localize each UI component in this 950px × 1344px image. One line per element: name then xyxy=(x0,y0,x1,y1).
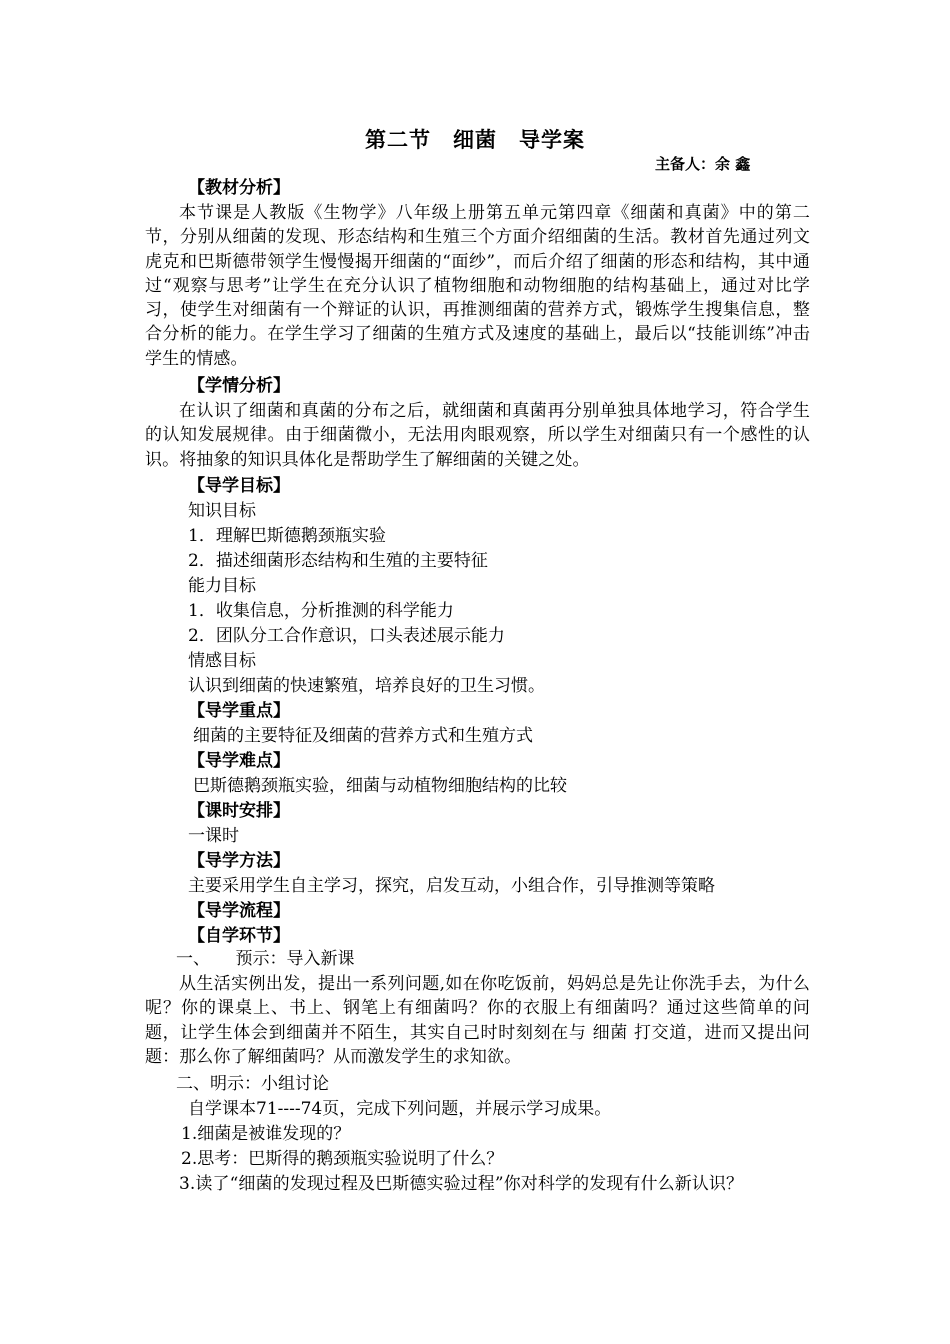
question-3: 3.读了“细菌的发现过程及巴斯德实验过程”你对科学的发现有什么新认识？ xyxy=(179,1174,744,1194)
heading-material-analysis: 【教材分析】 xyxy=(188,178,290,198)
difficulties-text: 巴斯德鹅颈瓶实验，细菌与动植物细胞结构的比较 xyxy=(193,776,567,796)
document-author: 主备人：余 鑫 xyxy=(655,155,751,173)
heading-key-points: 【导学重点】 xyxy=(188,701,290,721)
question-1: 1.细菌是被谁发现的？ xyxy=(181,1124,351,1144)
self-study-step-1-label: 一、 预示：导入新课 xyxy=(176,949,355,969)
heading-methods: 【导学方法】 xyxy=(188,851,290,871)
heading-difficulties: 【导学难点】 xyxy=(188,751,290,771)
key-points-text: 细菌的主要特征及细菌的营养方式和生殖方式 xyxy=(193,726,533,746)
goals-emotion-label: 情感目标 xyxy=(188,651,256,671)
learner-analysis-text: 在认识了细菌和真菌的分布之后，就细菌和真菌再分别单独具体地学习，符合学生的认知发展规律。由于细菌微小，无法用肉眼观察，所以学生对细菌只有一个感性的认识。将抽象的知识具体化是帮助学生了解细菌的关键之处。 xyxy=(145,401,810,470)
heading-self-study: 【自学环节】 xyxy=(188,926,290,946)
heading-schedule: 【课时安排】 xyxy=(188,801,290,821)
material-analysis-text: 本节课是人教版《生物学》八年级上册第五单元第四章《细菌和真菌》中的第二节，分别从细菌的发现、形态结构和生殖三个方面介绍细菌的生活。教材首先通过列文虎克和巴斯德带领学生慢慢揭开细菌的“面纱”，而后介绍了细菌的形态和结构，其中通过“观察与思考”让学生在充分认识了植物细胞和动物细胞的结构基础上，通过对比学习，使学生对细菌有一个辩证的认识，再推测细菌的营养方式，锻炼学生搜集信息，整合分析的能力。在学生学习了细菌的生殖方式及速度的基础上，最后以“技能训练”冲击学生的情感。 xyxy=(145,203,810,369)
self-study-step-1-text: 从生活实例出发，提出一系列问题,如在你吃饭前，妈妈总是先让你洗手去，为什么呢？你的课桌上、书上、钢笔上有细菌吗？你的衣服上有细菌吗？通过这些简单的问题，让学生体会到细菌并不陌生，其实自己时时刻刻在与 细菌 打交道，进而又提出问题：那么你了解细菌吗？从而激发学生的求知欲。 xyxy=(145,974,810,1067)
schedule-text: 一课时 xyxy=(188,826,239,846)
methods-text: 主要采用学生自主学习，探究，启发互动，小组合作，引导推测等策略 xyxy=(188,876,715,896)
self-study-step-2-intro: 自学课本71----74页，完成下列问题，并展示学习成果。 xyxy=(188,1099,612,1119)
heading-learner-analysis: 【学情分析】 xyxy=(188,376,290,396)
goals-knowledge-item-2: 2．描述细菌形态结构和生殖的主要特征 xyxy=(188,551,488,571)
goals-knowledge-label: 知识目标 xyxy=(188,501,256,521)
document-title: 第二节 细菌 导学案 xyxy=(365,128,585,152)
goals-knowledge-item-1: 1．理解巴斯德鹅颈瓶实验 xyxy=(188,526,386,546)
goals-ability-item-1: 1．收集信息，分析推测的科学能力 xyxy=(188,601,454,621)
heading-goals: 【导学目标】 xyxy=(188,476,290,496)
goals-ability-label: 能力目标 xyxy=(188,576,256,596)
goals-ability-item-2: 2．团队分工合作意识，口头表述展示能力 xyxy=(188,626,505,646)
goals-emotion-item-1: 认识到细菌的快速繁殖，培养良好的卫生习惯。 xyxy=(188,676,545,696)
heading-process: 【导学流程】 xyxy=(188,901,290,921)
self-study-step-2-label: 二、明示：小组讨论 xyxy=(176,1074,329,1094)
question-2: 2.思考：巴斯得的鹅颈瓶实验说明了什么？ xyxy=(181,1149,504,1169)
